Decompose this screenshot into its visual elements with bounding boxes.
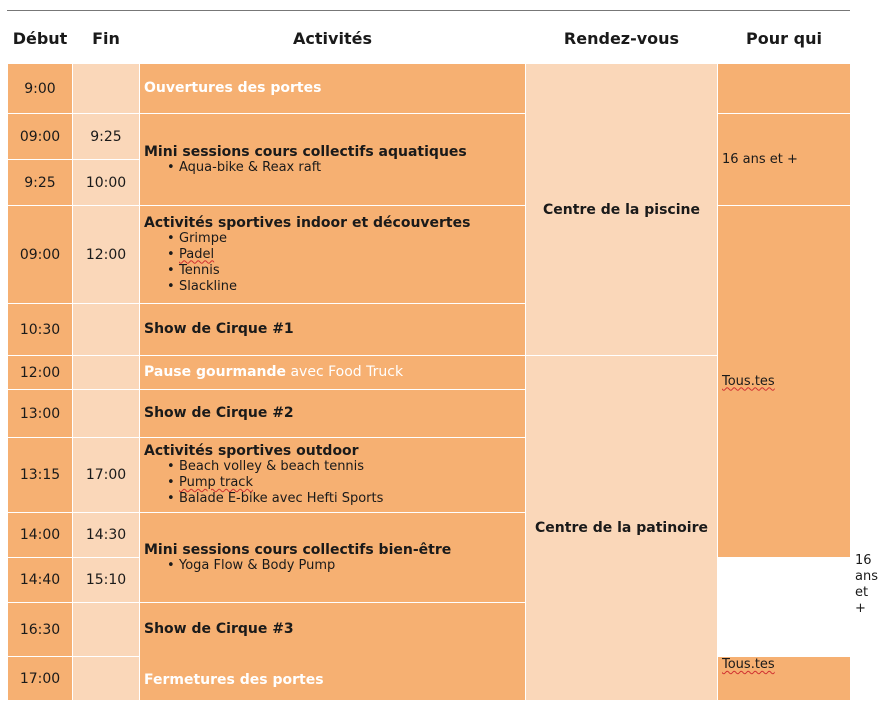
activity-title: Show de Cirque #1: [144, 321, 294, 337]
start-time: 14:40: [8, 558, 73, 603]
header-start: Début: [8, 14, 73, 64]
start-time: 10:30: [8, 304, 73, 356]
activity-title: Activités sportives outdoor: [144, 443, 359, 459]
top-rule: [7, 10, 850, 11]
end-time: 9:25: [73, 114, 140, 160]
end-time: [73, 657, 140, 701]
activity-cell: [140, 206, 526, 304]
meeting-point-patinoire: Centre de la patinoire: [526, 356, 718, 701]
start-time: 09:00: [8, 206, 73, 304]
activity-title: Pause gourmande: [144, 364, 287, 380]
header-activities: Activités: [140, 14, 526, 64]
start-time: 16:30: [8, 603, 73, 657]
end-time: [73, 64, 140, 114]
end-time: [73, 603, 140, 657]
end-time: 12:00: [73, 206, 140, 304]
list-item: • Padel: [179, 247, 521, 263]
list-item: • Yoga Flow & Body Pump: [179, 558, 521, 574]
activity-cell: [140, 513, 526, 603]
header-row: [8, 14, 851, 64]
activity-title: Show de Cirque #2: [144, 405, 294, 421]
header-audience: Pour qui: [718, 14, 851, 64]
list-item: • Balade E-bike avec Hefti Sports: [179, 491, 521, 507]
start-time: 14:00: [8, 513, 73, 558]
start-time: 13:00: [8, 390, 73, 438]
activity-title: Show de Cirque #3: [144, 621, 294, 637]
activity-list: [144, 231, 521, 295]
table-row: [8, 64, 851, 114]
activity-cell: [140, 438, 526, 513]
list-item: • Aqua-bike & Reax raft: [179, 160, 521, 176]
activity-list: [144, 558, 521, 574]
table-row: [8, 603, 851, 657]
end-time: [73, 304, 140, 356]
table-row: [8, 206, 851, 304]
activity-title: Mini sessions cours collectifs bien-être: [144, 541, 452, 558]
end-time: 15:10: [73, 558, 140, 603]
activity-title: Fermetures des portes: [144, 672, 324, 688]
schedule-table: [7, 14, 878, 701]
end-time: 14:30: [73, 513, 140, 558]
activity-cell: [140, 390, 526, 438]
list-item: • Slackline: [179, 279, 521, 295]
activity-cell: [140, 603, 526, 701]
activity-cell: [140, 304, 526, 356]
start-time: 13:15: [8, 438, 73, 513]
start-time: 09:00: [8, 114, 73, 160]
list-item: • Tennis: [179, 263, 521, 279]
meeting-point-piscine: Centre de la piscine: [526, 64, 718, 356]
header-end: Fin: [73, 14, 140, 64]
start-time: 9:00: [8, 64, 73, 114]
header-meeting: Rendez-vous: [526, 14, 718, 64]
list-item: • Pump track: [179, 475, 521, 491]
list-item: • Grimpe: [179, 231, 521, 247]
activity-list: [144, 160, 521, 176]
audience-empty: [718, 64, 851, 114]
end-time: 17:00: [73, 438, 140, 513]
end-time: 10:00: [73, 160, 140, 206]
activity-subtitle: avec Food Truck: [286, 364, 404, 380]
activity-title: Activités sportives indoor et découvertes: [144, 214, 471, 231]
audience-all: Tous.tes: [718, 657, 851, 701]
audience-16plus: 16 ans et +: [718, 114, 851, 206]
activity-title: Mini sessions cours collectifs aquatiques: [144, 143, 467, 160]
list-item: • Beach volley & beach tennis: [179, 459, 521, 475]
activity-cell: [140, 356, 526, 390]
start-time: 17:00: [8, 657, 73, 701]
end-time: [73, 390, 140, 438]
activity-list: [144, 459, 521, 507]
table-row: 14:00 14:30 Mini sessions cours collectifs bien-être • Yoga Flow & Body Pump 16 ans et +: [8, 513, 851, 558]
audience-all: Tous.tes: [718, 206, 851, 558]
end-time: [73, 356, 140, 390]
start-time: 9:25: [8, 160, 73, 206]
activity-title: Ouvertures des portes: [144, 80, 322, 96]
table-row: [8, 114, 851, 160]
activity-cell: [140, 114, 526, 206]
start-time: 12:00: [8, 356, 73, 390]
activity-cell: [140, 64, 526, 114]
